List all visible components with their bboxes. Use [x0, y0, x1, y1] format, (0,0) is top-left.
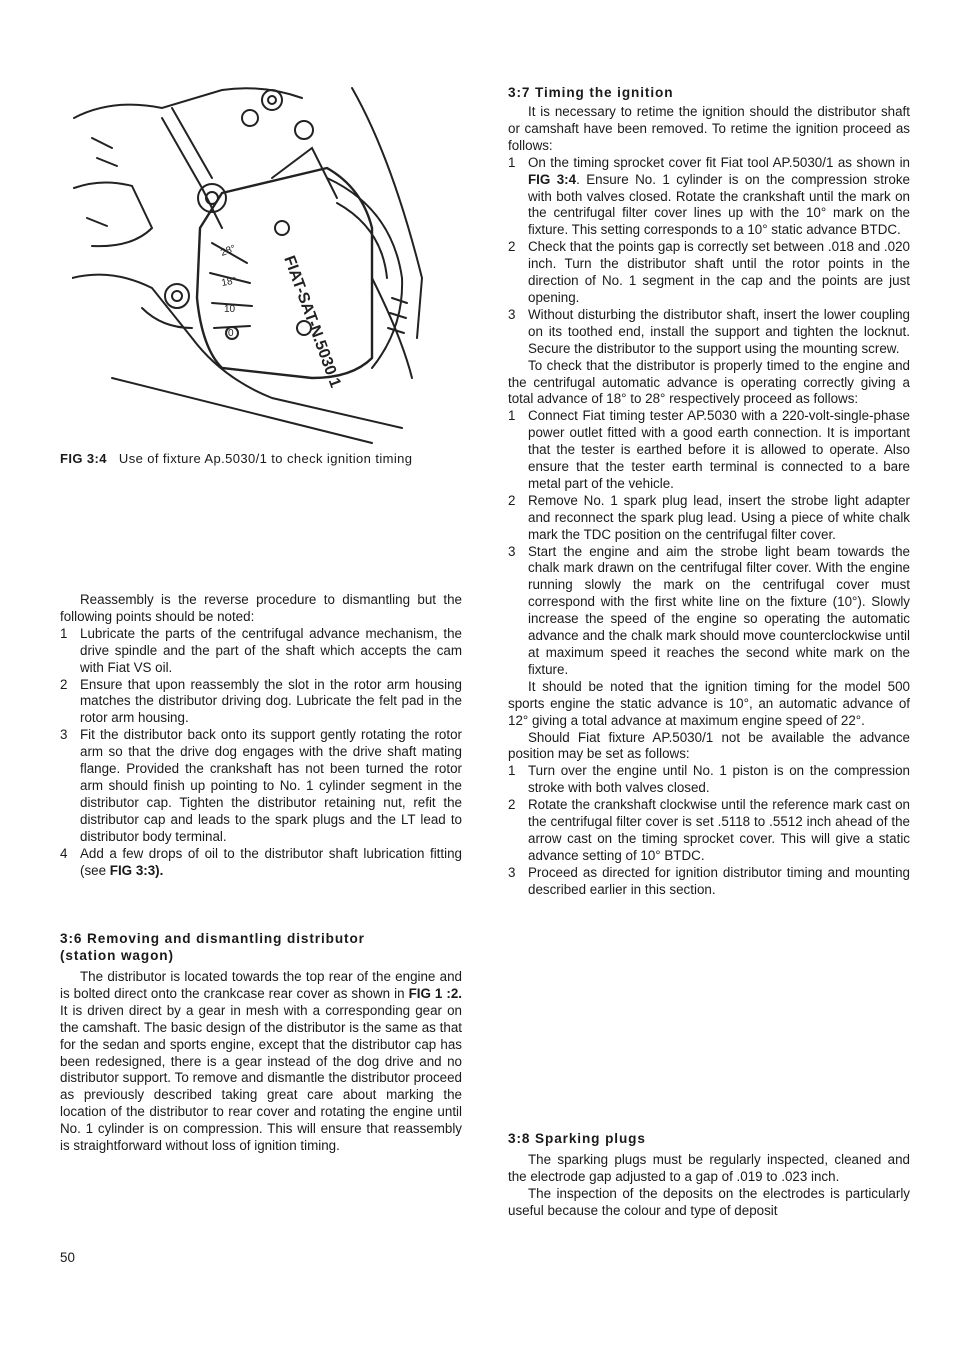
section-37-block [508, 84, 910, 899]
reassembly-intro: Reassembly is the reverse procedure to dismantling but the following points should be noted: [60, 592, 462, 624]
left-reassembly-block [60, 592, 462, 879]
list-item: 3 Proceed as directed for ignition distributor timing and mounting described earlier in this section. [508, 864, 910, 897]
figure-caption-text: Use of fixture Ap.5030/1 to check ignition timing [118, 451, 413, 466]
fixture-paragraph: Should Fiat fixture AP.5030/1 not be available the advance position may be set as follows: [508, 729, 910, 762]
check-paragraph: To check that the distributor is properly timed to the engine and the centrifugal automatic advance is operating correctly giving a total advance of 18° to 28° respectively proceed as follows: [508, 357, 910, 407]
fixture-plate-text: FIAT-SAT-N.5030/1 [280, 253, 344, 390]
list-item: 4 Add a few drops of oil to the distributor shaft lubrication fitting (see FIG 3:3). [60, 845, 462, 878]
section-38-block [508, 1130, 910, 1220]
section-38-paragraph: The sparking plugs must be regularly inspected, cleaned and the electrode gap adjusted to a gap of .019 to .023 inch. [508, 1152, 910, 1184]
fixture-illustration [72, 78, 452, 448]
list-item: 3 Fit the distributor back onto its support gently rotating the rotor arm so that the drive dog engages with the drive shaft mating flange. Provided the crankshaft has not been turned the rotor arm should finish up pointing to No. 1 cylinder segment in the distributor cap. Tighten the distributor retaining nut, refit the distributor cap and leads to the spark plugs and the LT lead to distributor body terminal. [60, 727, 462, 844]
list-item: 3 Start the engine and aim the strobe light beam towards the chalk mark drawn on the centrifugal filter cover. With the engine running slowly the mark on the centrifugal cover must correspond with the first white line on the fixture (10°). Slowly increase the speed of the engine so operating the automatic advance and the chalk mark should move counterclockwise until at maximum speed it reaches the second white mark on the fixture. [508, 543, 910, 677]
list-item: 1 On the timing sprocket cover fit Fiat tool AP.5030/1 as shown in FIG 3:4. Ensure No. 1 cylinder is on the compression stroke with both valves closed. Rotate the crankshaft until the mark on the centrifugal filter cover lines up with the 10° mark on the fixture. This setting corresponds to a 10° static advance BTDC. [508, 154, 910, 238]
list-item: 1 Turn over the engine until No. 1 piston is on the compression stroke with both valves closed. [508, 763, 910, 796]
list-item: 2 Ensure that upon reassembly the slot in the rotor arm housing matches the distributor driving dog. Lubricate the felt pad in the rotor arm housing. [60, 676, 462, 726]
scale-mark: 18° [220, 275, 238, 289]
list-item: 2 Rotate the crankshaft clockwise until the reference mark cast on the centrifugal filter cover is set .5118 to .5512 inch ahead of the arrow cast on the timing sprocket cover. This will give a static advance setting of 10° BTDC. [508, 797, 910, 863]
list-item: 2 Remove No. 1 spark plug lead, insert the strobe light adapter and reconnect the spark plug lead. Using a piece of white chalk mark the TDC position on the centrifugal filter cover. [508, 492, 910, 542]
list-item: 2 Check that the points gap is correctly set between .018 and .020 inch. Turn the distributor shaft until the rotor points in the direction of No. 1 segment in the cap and the points are just opening. [508, 239, 910, 305]
figure-caption [60, 451, 462, 466]
section-heading-37: 3:7 Timing the ignition [508, 85, 674, 100]
list-item: 1 Connect Fiat timing tester AP.5030 with a 220-volt-single-phase power outlet fitted with a good earth connection. It is important that the tester is earthed before it is allowed to operate. Also ensure that the tester earth terminal is connected to a bare metal part of the vehicle. [508, 408, 910, 491]
section-heading-38: 3:8 Sparking plugs [508, 1131, 646, 1146]
section-37-intro: It is necessary to retime the ignition should the distributor shaft or camshaft have been removed. To retime the ignition proceed as follows: [508, 104, 910, 153]
figure-reference: FIG 3:4 [528, 171, 577, 187]
page-number: 50 [60, 1250, 75, 1265]
scale-mark: 10 [224, 304, 236, 315]
scale-mark: 28° [219, 243, 238, 259]
note-500-paragraph: It should be noted that the ignition timing for the model 500 sports engine the static advance is 10°, an automatic advance of 12° giving a total advance at maximum engine speed of 22°. [508, 678, 910, 728]
section-38-paragraph-2: The inspection of the deposits on the electrodes is particularly useful because the colour and type of deposit [508, 1185, 910, 1218]
figure-label: FIG 3:4 [60, 451, 107, 466]
section-36-block [60, 930, 462, 1155]
list-item: 3 Without disturbing the distributor shaft, insert the lower coupling on its toothed end, install the support and tighten the locknut. Secure the distributor to the support using the mounting screw. [508, 306, 910, 356]
list-item: 1 Lubricate the parts of the centrifugal advance mechanism, the drive spindle and the part of the shaft which accepts the cam with Fiat VS oil. [60, 625, 462, 675]
scale-mark: 0 [228, 328, 234, 339]
figure-reference: FIG 1 :2. [408, 985, 462, 1001]
figure-timing-fixture [72, 78, 452, 448]
section-heading-36: 3:6 Removing and dismantling distributor (station wagon) [60, 931, 365, 963]
section-36-paragraph: The distributor is located towards the top rear of the engine and is bolted direct onto the crankcase rear cover as shown in FIG 1 :2. It is driven direct by a gear in mesh with a corresponding gear on the camshaft. The basic design of the distributor is the same as that for the sedan and sports engine, except that the distributor cap has been redesigned, there is a gear instead of the dog drive and no distributor support. To remove and dismantle the distributor proceed as previously described taking great care about marking the location of the distributor to rear cover and rotating the engine until No. 1 cylinder is on compression. This will ensure that reassembly is straightforward without loss of ignition timing. [60, 969, 462, 1154]
figure-reference: FIG 3:3). [109, 862, 164, 878]
